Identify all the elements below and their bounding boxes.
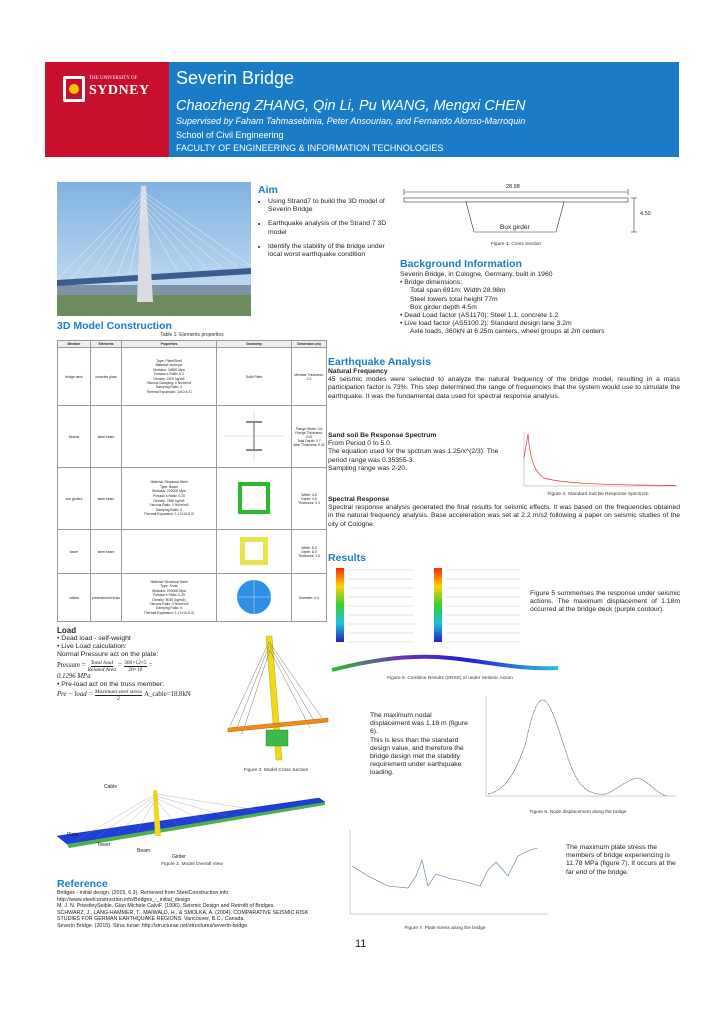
- university-logo: [45, 62, 169, 157]
- fig5-caption: Figure 5. Combine Results (SRSS) of under Seismic Action: [387, 676, 513, 681]
- model-section: [57, 320, 327, 338]
- elements-table: [57, 340, 327, 620]
- table-header: Properties: [122, 341, 217, 348]
- reference-item: Severin Bridge. (2015). Struc turae: http://structurae.net/structures/severin-bridge: [57, 922, 248, 929]
- cell-dimension: Member Thickness: 0.2: [292, 348, 327, 406]
- results-heading: Results: [328, 552, 366, 564]
- university-line1: THE UNIVERSITY OF: [89, 76, 138, 81]
- figure-2-overall-view: [57, 784, 329, 867]
- natural-frequency-heading: Natural Frequency: [328, 368, 388, 375]
- cell-properties: Material: Structural Steel Type: Beam Modulus: 200000 Mpa Poisson's Ratio: 0.25 Density: 7850 kg/m3 Viscous Ratio: 0 Ns/m/m3 Damping Ratio: 0 Thermal Expansion: 1.17x10-5 /C: [122, 468, 217, 530]
- authors: Chaozheng ZHANG, Qin Li, Pu WANG, Mengxi CHEN: [176, 98, 526, 114]
- aim-section: [258, 184, 390, 265]
- sand-soil-heading: Sand soil Be Response Spectrum: [328, 432, 437, 439]
- cell-element: steel beam: [91, 530, 122, 574]
- table-row: [58, 574, 327, 622]
- fig2-label-beam: Beam: [137, 848, 151, 854]
- sand-soil-text: From Period 0 to 5.0. The equation used for the spctrum was 1.25/x^(2/3). The period range was 0.35355-3. Sampling range was 2-20.: [328, 440, 499, 472]
- cell-dimension: Diameter: 0.4: [292, 574, 327, 622]
- supervisors: Supervised by Faham Tahmasebinia, Peter Ansourian, and Fernando Alonso-Marroquin: [176, 116, 526, 126]
- aim-bullet: • Using Strand7 to build the 3D model of Severin Bridge: [268, 198, 390, 214]
- figure-1-cross-section: [396, 184, 658, 254]
- fig6-caption: Figure 6. Node displacement along the bridge: [529, 810, 627, 815]
- cell-element: steel beam: [91, 468, 122, 530]
- school: School of Civil Engineering: [176, 130, 284, 140]
- tower-geometry: [217, 530, 292, 574]
- earthquake-section: [328, 356, 680, 401]
- background-bullet: • Live load factor (AS5100.2): Standard design lane 3.2m: [400, 320, 572, 328]
- load-bullet: • Dead load - self-weight: [57, 635, 131, 642]
- load-bullet: • Pre-load act on the truss member:: [57, 680, 165, 688]
- table-row: [58, 468, 327, 530]
- background-heading: Background Information: [400, 258, 522, 270]
- cell-properties: Type: Plate/Shell Material: Isotropic Modulus: 34800 Mpa Poisson's Ratio: 0.2 Density: 2400 kg/m3 Viscous Damping: 0 Ns/m/m3 Damping Ratio: 0 Thermal Expansion: 1x10-5 /C: [122, 348, 217, 406]
- table-header: Geometry: [217, 341, 292, 348]
- figure-3-cross-section: [226, 630, 330, 776]
- table-header: Member: [58, 341, 91, 348]
- fig3-caption: Figure 3. Model Cross Section: [243, 768, 309, 773]
- cell-member: tower: [58, 530, 91, 574]
- cell-element: pretensioned truss: [91, 574, 122, 622]
- fig1-caption: Figure 1. Cross Section: [490, 242, 542, 247]
- dimension-line: Total span 691m; Width 28.98m: [410, 287, 506, 295]
- table-row: [58, 530, 327, 574]
- pressure-result: 0.1296 MPa: [57, 672, 91, 680]
- pressure-formula: Pressure = Total load Related Area = $\frac{360\times 12\times 5}{20\times 10}$ =: [57, 659, 153, 673]
- faculty: FACULTY OF ENGINEERING & INFORMATION TECHNOLOGIES: [176, 143, 444, 153]
- fig7-text-block: [566, 844, 676, 877]
- fig1-dimension-side: 4.50: [640, 211, 651, 217]
- cell-geometry: Solid Plate: [217, 348, 292, 406]
- cell-properties: Material: Structural Steel Type: Truss Modulus: 200000 Mpa Poisson's Ratio: 0.25 Density: 8030 (kg/m3) Viscous Ratio: 0 Ns/m/m3 Damping Ratio: 0 Thermal Expansion: 1.17x10-5 /C: [122, 574, 217, 622]
- fig4-caption: Figure 4. Standard Soil Be Response Spectrum: [547, 492, 649, 497]
- background-intro: Severin Bridge, in Cologne, Germany, built in 1960: [400, 271, 553, 278]
- aim-bullet: • Earthquake analysis of the Strand 7 3D model: [268, 220, 390, 236]
- poster-title: Severin Bridge: [176, 68, 295, 88]
- fig5-text-block: [530, 590, 680, 615]
- cell-dimension: Flange Width: 0.6 Flange Thickness: 0.02 Total Depth: 2.7 Web Thickness: 0.02: [292, 406, 327, 468]
- reference-item: Bridges - initial design. (2015, 6.3). Retrieved from SteelConstruction.info: http://www.steelconstruction.info/Bridges_-_initial_design: [57, 890, 230, 903]
- preload-formula: Pre − load = Maximum steel stress 2 A_cable=18.8kN: [57, 689, 191, 703]
- results-section: [328, 552, 528, 564]
- aim-heading: Aim: [258, 184, 278, 196]
- load-section: [57, 626, 232, 702]
- fig1-label: Box girder: [500, 224, 530, 231]
- cell-member: beams: [58, 406, 91, 468]
- cell-member: bridge deck: [58, 348, 91, 406]
- figure-4-response-spectrum: [516, 428, 680, 500]
- cell-properties: [122, 406, 217, 468]
- table-row: [58, 348, 327, 406]
- dimension-line: Steel towers total height 77m: [410, 295, 498, 303]
- university-line2: SYDNEY: [89, 83, 150, 98]
- fig6-text: The maximum nodal displacement was 1.18 m (figure 6). This is less than the standard design value, and therefore the bridge design met the stability requirement under earthquake loading.: [370, 712, 468, 777]
- cell-dimension: Width: 4.5 Depth: 4.5 Thickness: 0.3: [292, 468, 327, 530]
- cable-geometry: [217, 574, 292, 622]
- bridge-photo: [57, 182, 251, 316]
- fig2-label-cable: Cable: [104, 784, 118, 790]
- reference-item: SCHWARZ, J., LANG-HAMMER, T., MAIWALD, H., & SMOLKA, A. (2004). COMPARATIVE SEISMIC RISK STUDIES FOR GERMAN EARTHQUAKE REGIONS. Vancouver, B.C., Canada.: [57, 909, 309, 923]
- cell-element: steel beam: [91, 406, 122, 468]
- reference-item: M. J. N. PriestleySeible, Gian Michele CalviF. (1996). Seismic Design and Retrofit of Bridges.: [57, 903, 275, 910]
- load-heading: Load: [57, 626, 77, 635]
- background-bullet-cont: Axle loads, 360kN at 6.25m centers, wheel groups at 2m centers: [410, 328, 605, 336]
- fig7-caption: Figure 7. Plate stress along the bridge: [404, 926, 486, 931]
- cell-properties: [122, 530, 217, 574]
- fig5-text: Figure 5 summerises the response under seismic actions. The maximum displacement of 1.18m occurred at the bridge deck (purple contour).: [530, 590, 680, 614]
- i-beam-geometry: [217, 406, 292, 468]
- model-heading: 3D Model Construction: [57, 320, 172, 332]
- fig6-text-block: [370, 712, 470, 778]
- page-number: 11: [355, 938, 367, 950]
- load-normal: Normal Pressure act on the plate:: [57, 651, 159, 659]
- background-section: [400, 258, 680, 337]
- fig2-label-girder: Girder: [172, 854, 186, 860]
- table-header: Dimension (m): [292, 341, 327, 348]
- cell-dimension: Width: 8.0 Depth: 8.0 Thickness: 1.0: [292, 530, 327, 574]
- background-bullet: • Bridge dimensions:: [400, 279, 463, 287]
- figure-5-contour-legend: [334, 564, 530, 648]
- load-bullet: • Live Load calculation:: [57, 643, 127, 651]
- figure-6-displacement: [476, 692, 680, 816]
- background-bullet: • Dead Load factor (AS1170): Steel 1.1, concrete 1.2: [400, 312, 559, 320]
- fig7-text: The maximum plate stress the members of bridge experiencing is 11.78 MPa (figure 7). It occurs at the far end of the bridge.: [566, 844, 676, 876]
- table-row: [58, 406, 327, 468]
- cell-element: concrete plate: [91, 348, 122, 406]
- figure-7-plate-stress: [338, 826, 552, 934]
- fig2-caption: Figure 2. Model Overall View: [161, 862, 223, 867]
- cell-member: cables: [58, 574, 91, 622]
- sand-soil-section: [328, 432, 518, 473]
- table-caption: Table 1. Elements properties: [160, 332, 224, 338]
- fig1-dimension-top: 28.98: [506, 184, 520, 190]
- natural-frequency-text: 45 seismic modes were selected to analyze the natural frequency of the bridge model, resulting in a mass participation factor is 73%. This step determined the range of frequencies that the system would use to simulate the earthquake. It was the fundamental data used for spectral response analysis.: [328, 376, 680, 400]
- box-girder-geometry: [217, 468, 292, 530]
- reference-heading: Reference: [57, 878, 108, 890]
- aim-bullet: • Identify the stability of the bridge under local worst earthquake condition: [268, 243, 390, 259]
- reference-section: [57, 878, 327, 930]
- fig2-label-tower: Tower: [97, 842, 111, 848]
- fig2-label-plate: Plate: [67, 832, 79, 838]
- spectral-response-text: Spectral response analysis generated the final results for seismic effects. It was based on the frequencies obtained in the natural frequency analysis. Base acceleration was set at 2.2 m/s2 following a paper on seismic studies of the city of Cologne.: [328, 504, 680, 528]
- earthquake-heading: Earthquake Analysis: [328, 356, 431, 368]
- figure-5-deformed-bridge: [330, 650, 560, 681]
- table-header: Elements: [91, 341, 122, 348]
- spectral-response-heading: Spectral Response: [328, 496, 390, 503]
- cell-member: box girders: [58, 468, 91, 530]
- dimension-line: Box girder depth 4.5m: [410, 303, 477, 311]
- spectral-response-section: [328, 496, 680, 529]
